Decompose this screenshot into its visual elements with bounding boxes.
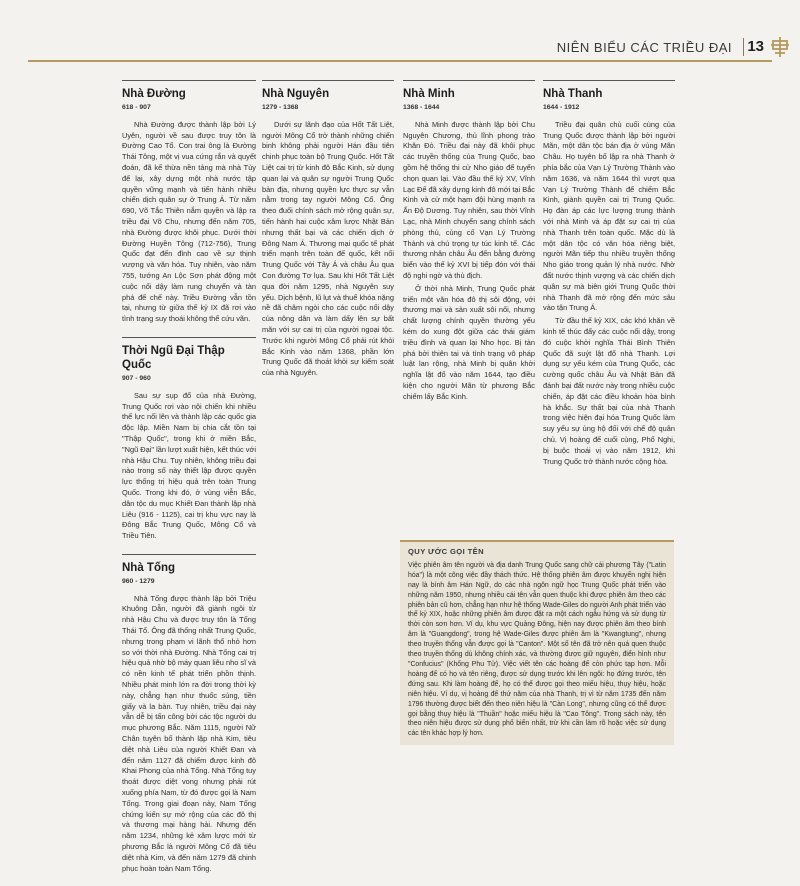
column-2 [262, 80, 394, 391]
running-header-title: NIÊN BIỂU CÁC TRIỀU ĐẠI [556, 40, 732, 55]
note-title: QUY ƯỚC GỌI TÊN [408, 547, 485, 556]
section-years: 907 - 960 [122, 374, 151, 382]
section-tong [122, 554, 256, 875]
section-heading [543, 80, 675, 114]
chinese-ornament-icon [770, 36, 790, 58]
section-years: 1368 - 1644 [403, 104, 440, 111]
section-years: 960 - 1279 [122, 577, 155, 585]
section-paragraph: Từ đầu thế kỷ XIX, các khó khăn về kinh tế thúc đẩy các cuộc nổi dậy, trong đó cuộc khởi nghĩa Thái Bình Thiên Quốc đã suýt lật đổ nhà Thanh. Lợi dụng sự yếu kém của Trung Quốc, các cường quốc châu Âu và Nhật Bản đã đánh bại đất nước này trong nhiều cuộc chiến, áp đặt các điều khoản hòa bình hà khắc. Sự thất bại của nhà Thanh trong việc hiện đại hóa Trung Quốc làm suy yếu sự ủng hộ đối với chế độ quân chủ. Vị hoàng đế cuối cùng, Phổ Nghi, bị buộc thoái vị vào năm 1912, khi Trung Quốc trở thành nước cộng hòa. [543, 316, 675, 466]
naming-convention-box [400, 540, 674, 745]
section-heading [122, 554, 256, 588]
section-paragraph: Nhà Minh được thành lập bởi Chu Nguyên Chương, thủ lĩnh phong trào Khăn Đỏ. Triều đại này đã khôi phục các truyền thống của Trung Quốc, bao gồm hệ thống thi cử Nho giáo để tuyển chọn quan lại. Vào đầu thế kỷ XV, Vĩnh Lạc Đế đã xây dựng kinh đô mới tại Bắc Kinh và cử một hạm đội hùng mạnh ra Ấn Độ Dương. Tuy nhiên, sau thời Vĩnh Lạc, nhà Minh chuyển sang chính sách phòng thủ, củng cố Vạn Lý Trường Thành và chú trọng tự túc kinh tế. Các thương nhân châu Âu đến bằng đường biển vào thế kỷ XVI bị tiếp đón với thái độ nghi ngờ và thù địch. [403, 119, 535, 280]
page-header [0, 0, 800, 70]
section-nguyen [262, 80, 394, 379]
header-rule [28, 60, 772, 62]
section-heading [403, 80, 535, 114]
section-paragraph: Nhà Tống được thành lập bởi Triệu Khuông Dẫn, người đã giành ngôi từ nhà Hậu Chu và được truy tôn là Tống Thái Tổ. Ông đã thống nhất Trung Quốc, nhưng trong phạm vi lãnh thổ nhỏ hơn so với thời nhà Đường. Nhà Tống cai trị hiệu quả nhờ bộ máy quan liêu nho sĩ và có nền kinh tế phát triển phồn thịnh. Nhiều phát minh lớn ra đời trong thời kỳ này, chẳng hạn như thuốc súng, tiền giấy và la bàn. Tuy nhiên, triều đại này vẫn dễ bị tấn công bởi các tộc người du mục phương Bắc. Năm 1115, người Nữ Chân tuyên bố thành lập nhà Kim, tiêu diệt nhà Liêu của người Khiết Đan và đến năm 1127 đã chiếm được kinh đô Khai Phong của nhà Tống. Nhà Tống tuy thoát được diệt vong nhưng phải rút xuống phía Nam, từ đó được gọi là Nam Tống. Trong giai đoạn này, Nam Tống chứng kiến sự mở rộng của các đô thị và thương mại hàng hải. Nhưng đến năm 1234, những kẻ xâm lược mới từ phương Bắc là người Mông Cổ đã tiêu diệt nhà Kim, và đến năm 1279 đã chinh phục hoàn toàn Nam Tống. [122, 593, 256, 873]
column-3 [403, 80, 535, 415]
section-heading [122, 80, 256, 114]
section-heading [262, 80, 394, 114]
column-1 [122, 80, 256, 886]
page-number: 13 [747, 38, 764, 55]
column-4 [543, 80, 675, 479]
section-title: Thời Ngũ Đại Thập Quốc [122, 344, 225, 371]
section-minh [403, 80, 535, 403]
section-paragraph: Dưới sự lãnh đạo của Hốt Tất Liệt, người Mông Cổ trở thành những chiến binh không phải người Hán đầu tiên chinh phục toàn bộ Trung Quốc. Hốt Tất Liệt cai trị từ kinh đô Bắc Kinh, sử dụng quan lại và quân sự người Trung Quốc bản địa, nhưng quyền lực thực sự vẫn nằm trong tay người Mông Cổ. Ông theo đuổi chính sách mở rộng quân sự, tiến hành hai cuộc xâm lược Nhật Bản nhưng thất bại và các chiến dịch ở Đông Nam Á. Thương mại quốc tế phát triển mạnh trên toàn đế quốc, kết nối Trung Quốc với Tây Á và châu Âu qua Con đường Tơ lụa. Sau khi Hốt Tất Liệt qua đời năm 1295, nhà Nguyên suy yếu. Dịch bệnh, lũ lụt và thuế khóa nặng nề đã châm ngòi cho các cuộc nổi dậy của nông dân và làm dấy lên sự bất mãn với sự cai trị của người ngoại tộc. Trước khi người Mông Cổ phải rút khỏi Bắc Kinh vào năm 1368, phần lớn Trung Quốc đã thoát khỏi sự kiểm soát của nhà Nguyên. [262, 119, 394, 378]
section-title: Nhà Minh [403, 88, 455, 100]
section-years: 618 - 907 [122, 104, 151, 111]
section-paragraph: Sau sự sụp đổ của nhà Đường, Trung Quốc rơi vào nội chiến khi nhiều thế lực nổi lên và thành lập các quốc gia độc lập. Miền Nam bị chia cắt tồn tại "Thập Quốc", trong khi ở miền Bắc, "Ngũ Đại" lần lượt xuất hiện, kết thúc với nhà Hậu Chu. Tuy nhiên, không triều đại nào trong số này thiết lập được quyền lực thống trị hiệu quả trên toàn Trung Quốc. Trong khi đó, ở vùng viễn Bắc, dân tộc du mục Khiết Đan thành lập nhà Liêu (916 - 1125), cai trị khu vực nay là Đông Bắc Trung Quốc, Mông Cổ và Triều Tiên. [122, 390, 256, 541]
section-heading [122, 337, 256, 385]
section-title: Nhà Nguyên [262, 88, 330, 100]
section-paragraph: Triều đại quân chủ cuối cùng của Trung Quốc được thành lập bởi người Mãn, một dân tộc bán địa ở vùng Mãn Châu. Họ tuyên bố lập ra nhà Thanh ở phía bắc của Vạn Lý Trường Thành vào năm 1636, và năm 1644 thì vượt qua Vạn Lý Trường Thành để chiếm Bắc Kinh, giành quyền cai trị Trung Quốc. Họ đàn áp các lực lượng trung thành với nhà Minh và áp đặt sự cai trị của nhà Thanh trên toàn quốc. Mặc dù là một dân tộc có văn hóa riêng biệt, người Mãn tiếp thu nhiều truyền thống Nho giáo trong quản lý nhà nước. Nhờ đất nước thịnh vượng và các chiến dịch quân sự mà biên giới Trung Quốc thời nhà Thanh đã mở rộng đến mức sâu vào tận Trung Á. [543, 119, 675, 313]
section-title: Nhà Thanh [543, 88, 603, 100]
section-paragraph: Nhà Đường được thành lập bởi Lý Uyên, người về sau được truy tôn là Đường Cao Tổ. Con trai ông là Đường Thái Tông, một vị vua cứng rắn và quyết đoán, đã kế thừa nền tảng mà nhà Tùy để lại, xây dựng một nhà nước tập quyền vững mạnh và tiến hành nhiều chiến dịch quân sự ở Trung Á. Từ năm 690, Võ Tắc Thiên nắm quyền và lập ra triều đại Võ Chu, nhưng đến năm 705, nhà Đường được khôi phục. Dưới thời Đường Huyền Tông (712-756), Trung Quốc đạt đến đỉnh cao về sự thịnh vượng và văn hóa. Tuy nhiên, vào năm 755, tướng An Lộc Sơn phát động một cuộc nổi dậy làm rung chuyển và tàn phá đế chế này. Triều Đường vẫn tồn tại, nhưng từ giữa thế kỷ IX đã rơi vào tình trạng suy thoái không thể cứu vãn. [122, 119, 256, 324]
section-thanh [543, 80, 675, 467]
section-paragraph: Ở thời nhà Minh, Trung Quốc phát triển một văn hóa đô thị sôi động, với thương mại và sản xuất sôi nổi, nhưng chất lượng chính quyền thường yếu kém do xung đột giữa các thái giám triều đình và quan lại Nho học. Bị tàn phá bởi thiên tai và tình trạng vô pháp luật lan rộng, nhà Minh bị quân khởi nghĩa lật đổ vào năm 1644, tạo điều kiện cho người Mãn từ phương Bắc chiếm lấy Bắc Kinh. [403, 283, 535, 401]
section-years: 1644 - 1912 [543, 104, 580, 111]
section-title: Nhà Tống [122, 561, 176, 574]
section-title: Nhà Đường [122, 88, 186, 100]
header-divider [743, 38, 744, 56]
note-body: Việc phiên âm tên người và địa danh Trung Quốc sang chữ cái phương Tây ("Latin hóa") là một công việc đầy thách thức. Hệ thống phiên âm được khuyến nghị hiện nay là bính âm Hán Ngữ, do các nhà ngôn ngữ học Trung Quốc phát triển vào những năm 1950, nhưng nhiều cái tên vẫn quen thuộc khi được phiên âm theo các phiên bản cũ hơn, chẳng hạn như hệ thống Wade-Giles do người Anh phát triển vào thế kỷ XIX, hoặc những phiên âm được đặt ra một cách ngẫu hứng và sử dụng từ thời còn sơn hơn. Ví dụ, khu vực Quảng Đông, hiện nay được phiên âm theo bính âm là "Guangdong", trong hệ Wade-Giles được phiên âm là "Kwangtung", nhưng theo truyền thống vẫn được gọi là "Canton". Một số tên đã trở nên quá quen thuộc theo truyền thống dù không chính xác, và thường được giữ nguyên, điển hình như "Confucius" (Khổng Phu Tử). Việc viết tên các hoàng đế còn phức tạp hơn. Mỗi hoàng đế có họ và tên riêng, được sử dụng trước khi lên ngôi: họ đứng trước, tên đứng sau. Khi làm hoàng đế, họ có thể được gọi theo miếu hiệu, thụy hiệu, hoặc niên hiệu. Ví dụ, vị hoàng đế thứ năm của nhà Thanh, trị vì từ năm 1735 đến năm 1796 thường được biết đến theo niên hiệu là "Càn Long", nhưng cũng có thể được gọi bằng thụy hiệu là "Thuần" hoặc miếu hiệu là "Cao Tông". Trong sách này, tên theo niên hiệu được sử dụng phổ biến nhất, trừ khi cần làm rõ hoặc việc sử dụng các tên khác hợp lý hơn. [408, 561, 666, 738]
section-ngu-dai [122, 337, 256, 542]
section-years: 1279 - 1368 [262, 104, 299, 111]
section-duong [122, 80, 256, 325]
